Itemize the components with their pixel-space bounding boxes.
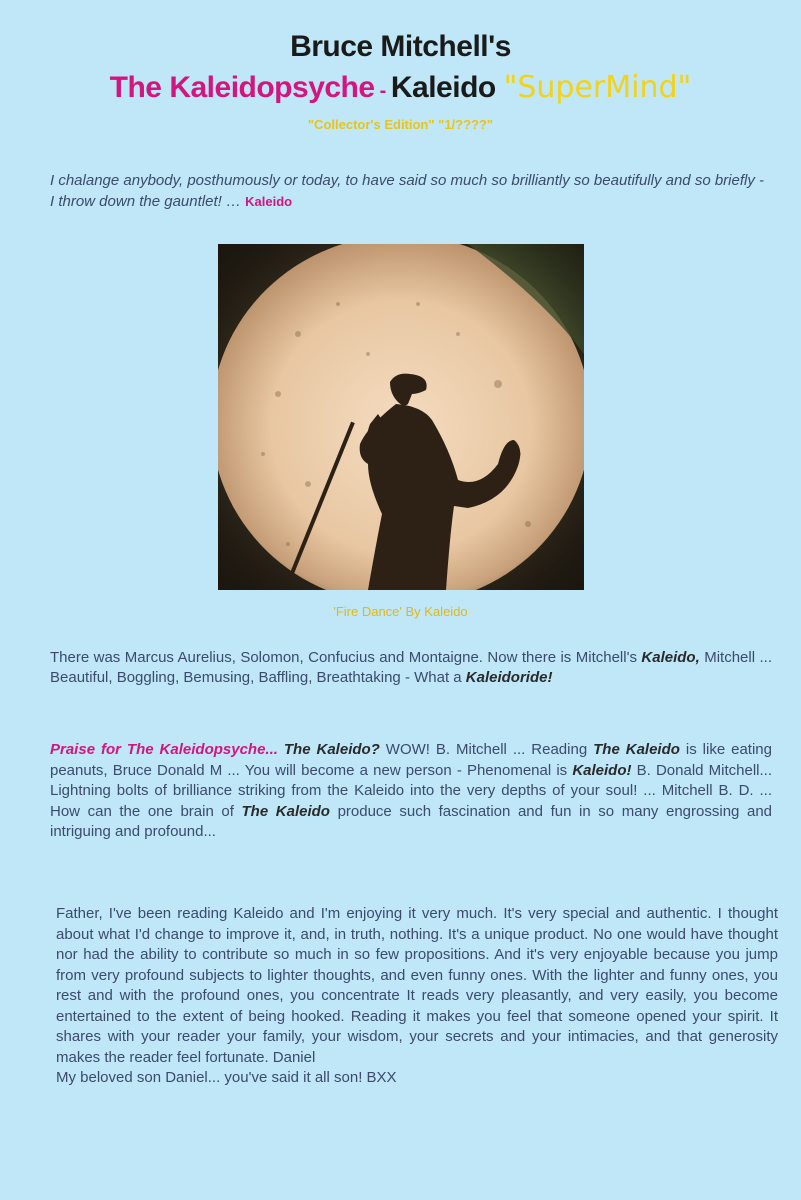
para1-text-a: There was Marcus Aurelius, Solomon, Confucius and Montaigne. Now there is Mitchell's (50, 649, 642, 666)
title-block (0, 30, 801, 132)
shadow-dancer-image (218, 244, 584, 590)
para1-text-c: Mitchell ... Beautiful, Boggling, Bemusing, Baffling, Breathtaking - What a (50, 649, 772, 686)
intro-quote-text: I chalange anybody, posthumously or today, to have said so much so brilliantly so beautifully and so briefly - I throw down the gauntlet! … (50, 172, 765, 210)
quote-signature: Kaleido (245, 194, 293, 209)
para1-kaleidoride: Kaleidoride! (465, 669, 553, 686)
para2-text-4: B. Donald Mitchell... Lightning bolts of brilliance striking from the Kaleido into the very depths of your soul! ... Mitchell B. D. ... How can the one brain of (50, 761, 773, 820)
fire-dance-photo (218, 244, 584, 590)
paragraph-praise (50, 740, 772, 843)
kaleido-word: Kaleido (390, 71, 504, 104)
photo-caption: 'Fire Dance' By Kaleido (333, 604, 468, 619)
para2-quote-2: The Kaleido (593, 741, 680, 758)
para2-text-3: is like eating peanuts, Bruce Donald M ... You will become a new person - Phenomenal is (50, 741, 772, 779)
edition-label: "Collector's Edition" "1/????" (307, 117, 494, 132)
intro-quote (50, 170, 770, 212)
para2-quote-3: Kaleido! (572, 761, 632, 779)
para2-text-5: produce such fascination and fun in so many engrossing and intriguing and profound... (50, 802, 773, 840)
para2-quote-4: The Kaleido (241, 802, 330, 820)
author-title: Bruce Mitchell's (290, 30, 511, 63)
paragraph-testimonial (56, 904, 778, 1089)
title-dash: - (374, 80, 391, 102)
book-name: The Kaleidopsyche (109, 71, 375, 104)
paragraph-comparison (50, 648, 772, 688)
testimonial-closing: My beloved son Daniel... you've said it all son! BXX (56, 1069, 397, 1086)
para2-quote-1: The Kaleido? (283, 741, 380, 758)
para1-kaleido: Kaleido, (641, 649, 700, 666)
supermind-word: "SuperMind" (503, 70, 692, 105)
book-title (0, 70, 801, 109)
para2-text-2: WOW! B. Mitchell ... Reading (379, 741, 594, 758)
praise-heading: Praise for The Kaleidopsyche... (50, 741, 278, 758)
testimonial-text: Father, I've been reading Kaleido and I'm enjoying it very much. It's very special and authentic. I thought about what I'd change to improve it, and, in truth, nothing. It's a unique product. No one would have thought nor had the ability to contribute so much in so few propositions. And it's very enjoyable because you jump from very profound subjects to lighter thoughts, and even funny ones. With the lighter and funny ones, you rest and with the profound ones, you concentrate It reads very pleasantly, and very easily, you become entertained to the extent of being hooked. Reading it makes you feel that someone opened your spirit. It shares with your reader your family, your wisdom, your secrets and your intimacies, and that generosity makes the reader feel fortunate. Daniel (56, 905, 778, 1066)
